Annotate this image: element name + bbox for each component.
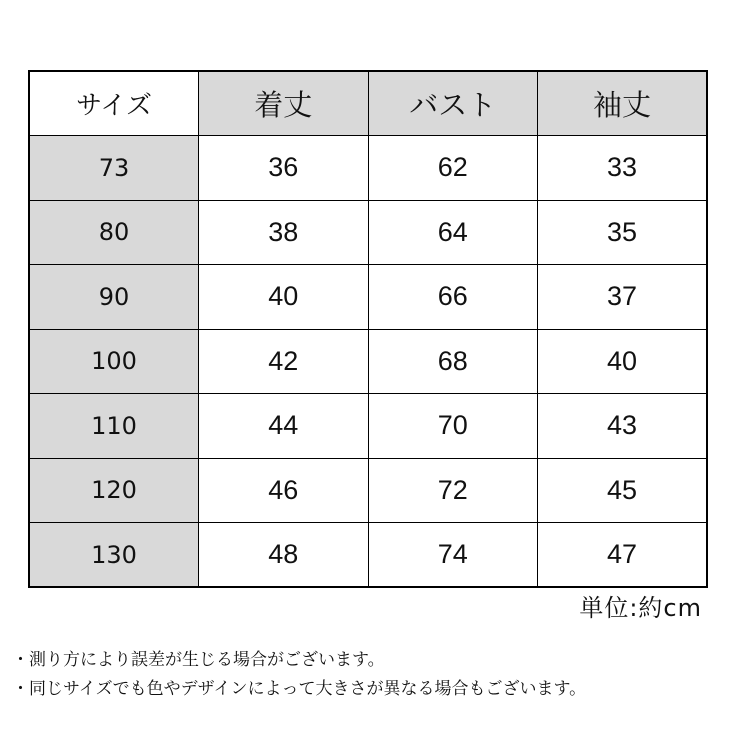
- cell-bust: 72: [368, 458, 538, 523]
- cell-sleeve: 43: [538, 394, 708, 459]
- table-row: [29, 329, 707, 394]
- row-size: 120: [29, 458, 199, 523]
- cell-sleeve: 40: [538, 329, 708, 394]
- table-row: [29, 136, 707, 201]
- cell-sleeve: 47: [538, 523, 708, 588]
- cell-length: 42: [199, 329, 369, 394]
- column-header-sleeve: 袖丈: [538, 71, 708, 136]
- table-row: [29, 265, 707, 330]
- unit-label: 単位:約cm: [579, 594, 702, 622]
- cell-bust: 64: [368, 200, 538, 265]
- cell-length: 40: [199, 265, 369, 330]
- table-row: [29, 523, 707, 588]
- row-size: 80: [29, 200, 199, 265]
- row-size: 100: [29, 329, 199, 394]
- cell-bust: 74: [368, 523, 538, 588]
- cell-bust: 66: [368, 265, 538, 330]
- cell-sleeve: 35: [538, 200, 708, 265]
- column-header-bust: バスト: [368, 71, 538, 136]
- note-item: ・測り方により誤差が生じる場合がございます。: [12, 650, 385, 670]
- size-header: サイズ: [29, 71, 199, 136]
- note-item: ・同じサイズでも色やデザインによって大きさが異なる場合もございます。: [12, 679, 587, 699]
- cell-sleeve: 45: [538, 458, 708, 523]
- cell-bust: 70: [368, 394, 538, 459]
- cell-bust: 68: [368, 329, 538, 394]
- cell-length: 48: [199, 523, 369, 588]
- cell-sleeve: 37: [538, 265, 708, 330]
- row-size: 130: [29, 523, 199, 588]
- table-row: [29, 458, 707, 523]
- cell-bust: 62: [368, 136, 538, 201]
- notes: [12, 646, 736, 704]
- row-size: 73: [29, 136, 199, 201]
- header-row: [29, 71, 707, 136]
- cell-length: 36: [199, 136, 369, 201]
- size-chart-table: [28, 70, 708, 588]
- table-row: [29, 200, 707, 265]
- cell-length: 46: [199, 458, 369, 523]
- row-size: 110: [29, 394, 199, 459]
- cell-length: 44: [199, 394, 369, 459]
- cell-sleeve: 33: [538, 136, 708, 201]
- cell-length: 38: [199, 200, 369, 265]
- table-row: [29, 394, 707, 459]
- row-size: 90: [29, 265, 199, 330]
- column-header-length: 着丈: [199, 71, 369, 136]
